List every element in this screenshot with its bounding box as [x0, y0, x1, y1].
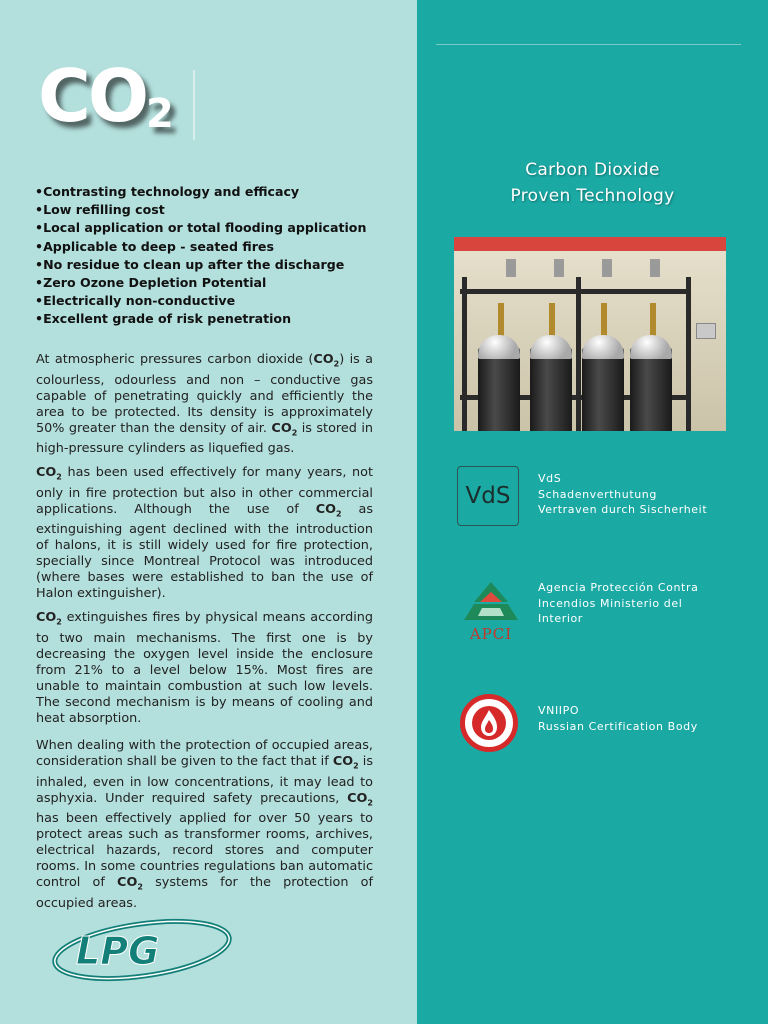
co2-term: $CO_2$	[117, 875, 143, 892]
co2-term: $CO_2$	[271, 420, 298, 438]
feature-item: • Electrically non-conductive	[35, 292, 405, 310]
feature-item: • Low refilling cost	[35, 201, 405, 219]
feature-item: • Contrasting technology and efficacy	[35, 183, 405, 201]
feature-item: • Excellent grade of risk penetration	[35, 310, 405, 328]
co2-heading: $CO_2$	[38, 54, 174, 138]
co2-term: $CO_2$	[315, 501, 342, 519]
paragraph-history: $CO_2$ has been used effectively for many years, not only in fire protection but also in other commercial applications. Although the use of $CO_2$ as extinguishing agent declined with the introduction of halons, it is still widely used for fire protection, specially since Montreal Protocol was introduced (where bases were established to ban the use of Halon extinguisher).	[36, 465, 374, 602]
co2-term: $CO_2$	[332, 754, 359, 771]
svg-text:LPG: LPG	[76, 929, 160, 973]
apci-emblem-icon	[458, 580, 524, 626]
feature-item: • Zero Ozone Depletion Potential	[35, 274, 405, 292]
vniipo-description: VNIIPO Russian Certification Body	[538, 704, 698, 733]
flame-icon	[477, 708, 501, 738]
co2-term: $CO_2$	[36, 610, 62, 627]
co2-term: $CO_2$	[347, 790, 373, 808]
vniipo-logo	[460, 694, 518, 752]
feature-item: • No residue to clean up after the discharge	[35, 256, 405, 274]
right-title-line1: Carbon Dioxide	[525, 160, 660, 180]
paragraph-properties: At atmospheric pressures carbon dioxide $(CO_2)$ is a colourless, odourless and non – conductive gas capable of penetrating quickly and efficiently the area to be protected. Its density is approximately 50% greater than the density of air. $CO_2$ is stored in high-pressure cylinders as liquefied gas.	[36, 352, 373, 457]
apci-description: Agencia Protección Contra Incendios Ministerio del Interior	[538, 581, 699, 625]
feature-item: • Applicable to deep - seated fires	[35, 238, 405, 256]
feature-item: • Local application or total flooding application	[35, 219, 405, 237]
apci-logo: APCI	[458, 580, 524, 646]
top-divider	[436, 44, 741, 45]
paragraph-safety: When dealing with the protection of occupied areas, consideration shall be given to the fact that if $CO_2$ is inhaled, even in low concentrations, it may lead to asphyxia. Under required safety precautions, $CO_2$ has been effectively applied for over 50 years to protect areas such as transformer rooms, archives, electrical hazards, record stores and computer rooms. In some countries regulations ban automatic control of $CO_2$ systems for the protection of occupied areas.	[36, 738, 374, 911]
heading-divider	[193, 70, 195, 140]
co2-term: $CO_2$	[36, 465, 62, 482]
lpg-logo	[50, 910, 235, 990]
vds-description: VdS Schadenverthutung Vertraven durch Sischerheit	[538, 472, 708, 516]
co2-cylinders-photo	[454, 237, 726, 431]
vds-logo: VdS	[457, 466, 519, 526]
feature-list	[35, 183, 405, 329]
paragraph-mechanism: $CO_2$ extinguishes fires by physical means according to two main mechanisms. The first one is by decreasing the oxygen level inside the enclosure from 21% to a level below 15%. Most fires are unable to maintain combustion at such low levels. The second mechanism is by means of cooling and heat absorption.	[36, 610, 373, 726]
co2-term: $CO_2$	[313, 352, 340, 369]
right-title	[417, 157, 768, 209]
right-title-line2: Proven Technology	[510, 186, 675, 206]
